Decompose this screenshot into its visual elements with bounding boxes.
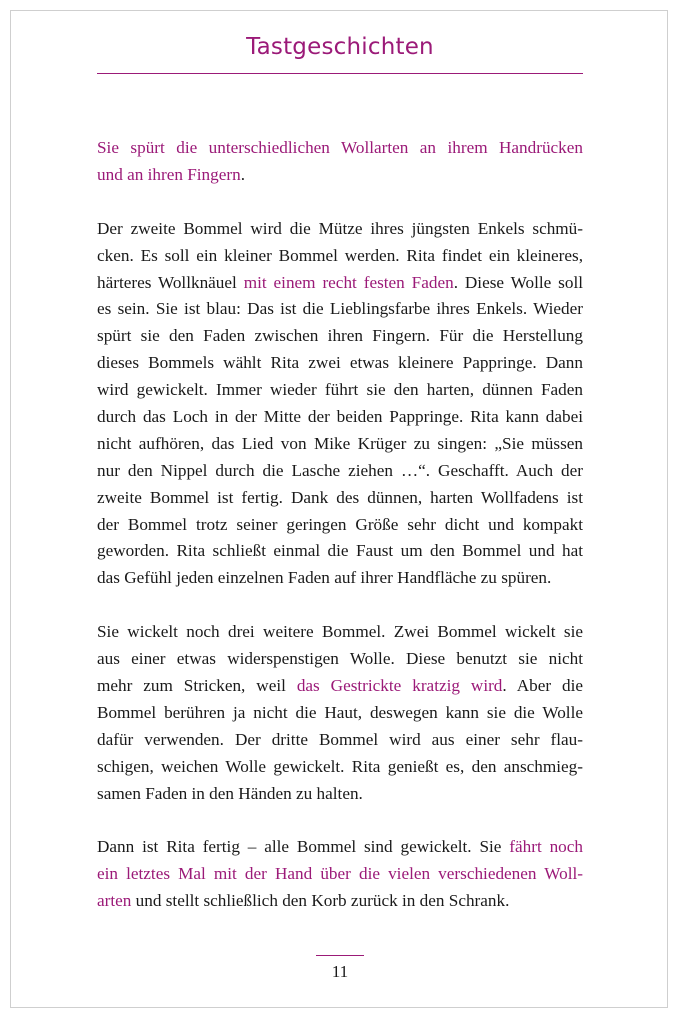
text-line [97,296,583,323]
text-segment: Bommel berühren ja nicht die Haut, deswegen kann sie die Wolle [97,702,583,722]
footer-divider [316,955,364,956]
text-segment: und stellt schließlich den Korb zurück in den Schrank. [131,891,510,911]
highlighted-text: Sie spürt die unterschiedlichen Wollarten an ihrem Handrücken [97,138,583,157]
text-line [97,350,583,377]
text-line [97,162,583,189]
text-line [97,377,583,404]
text-line [97,243,583,270]
text-segment: mehr zum Stricken, weil [97,676,297,696]
text-segment: . Diese Wolle soll [453,272,583,292]
text-line [97,565,583,592]
highlighted-text: ein letztes Mal mit der Hand über die vielen verschiedenen Woll- [97,864,583,884]
text-segment: geworden. Rita schließt einmal die Faust um den Bommel und hat [97,541,583,561]
text-segment: der Bommel trotz seiner geringen Größe sehr dicht und kompakt [97,514,583,534]
text-line [97,323,583,350]
highlighted-text: arten [97,891,132,911]
text-line [97,861,583,888]
text-segment: nicht aufhören, das Lied von Mike Krüger zu singen: „Sie müssen [97,433,583,453]
text-line [97,458,583,485]
body-text [97,135,583,942]
text-segment: samen Faden in den Händen zu halten. [97,783,363,803]
text-line [97,216,583,243]
text-line [97,727,583,754]
paragraph [97,216,583,592]
page-number: 11 [331,962,349,981]
text-segment: schigen, weichen Wolle gewickelt. Rita genießt es, den anschmieg- [97,756,583,776]
text-segment: cken. Es soll ein kleiner Bommel werden. Rita findet ein kleineres, [97,245,583,265]
text-segment: nur den Nippel durch die Lasche ziehen …“. Geschafft. Auch der [97,460,583,480]
highlighted-text: das Gestrickte kratzig wird [296,676,503,696]
text-line [97,270,583,297]
text-segment: dafür verwenden. Der dritte Bommel wird aus einer sehr flau- [97,729,583,749]
text-line [97,512,583,539]
text-segment: spürt sie den Faden zwischen ihren Fingern. Für die Herstellung [97,326,583,346]
text-line [97,754,583,781]
text-line [97,781,583,808]
text-segment: es sein. Sie ist blau: Das ist die Lieblingsfarbe ihres Enkels. Wieder [97,299,583,319]
page-header-title: Tastgeschichten [246,34,434,60]
text-line [97,834,583,861]
text-line [97,646,583,673]
text-segment: aus einer etwas widerspenstigen Wolle. Diese benutzt sie nicht [97,649,583,669]
header-divider [97,73,583,74]
text-line [97,431,583,458]
highlighted-text: fährt noch [509,837,583,857]
text-line [97,485,583,512]
text-segment: Der zweite Bommel wird die Mütze ihres jüngsten Enkels schmü- [97,218,583,238]
text-line [97,888,583,915]
text-line [97,619,583,646]
text-line [97,404,583,431]
text-segment: Dann ist Rita fertig – alle Bommel sind gewickelt. Sie [97,837,510,857]
text-segment: Sie wickelt noch drei weitere Bommel. Zwei Bommel wickelt sie [97,622,583,642]
paragraph [97,135,583,189]
text-segment: wird gewickelt. Immer wieder führt sie den harten, dünnen Faden [97,380,583,400]
text-segment: durch das Loch in der Mitte der beiden Pappringe. Rita kann dabei [97,407,583,427]
highlighted-text: und an ihren Fingern [97,164,241,184]
text-line [97,700,583,727]
text-line [97,673,583,700]
paragraph [97,619,583,807]
text-line [97,135,583,162]
paragraph [97,834,583,915]
text-segment: dieses Bommels wählt Rita zwei etwas kleinere Pappringe. Dann [97,353,583,373]
text-segment: . [240,164,245,184]
text-segment: härteres Wollknäuel [97,272,244,292]
text-line [97,538,583,565]
text-segment: das Gefühl jeden einzelnen Faden auf ihrer Handfläche zu spüren. [97,568,552,588]
text-segment: . Aber die [502,676,583,696]
text-segment: zweite Bommel ist fertig. Dank des dünnen, harten Wollfadens ist [97,487,583,507]
highlighted-text: mit einem recht festen Faden [243,272,454,292]
